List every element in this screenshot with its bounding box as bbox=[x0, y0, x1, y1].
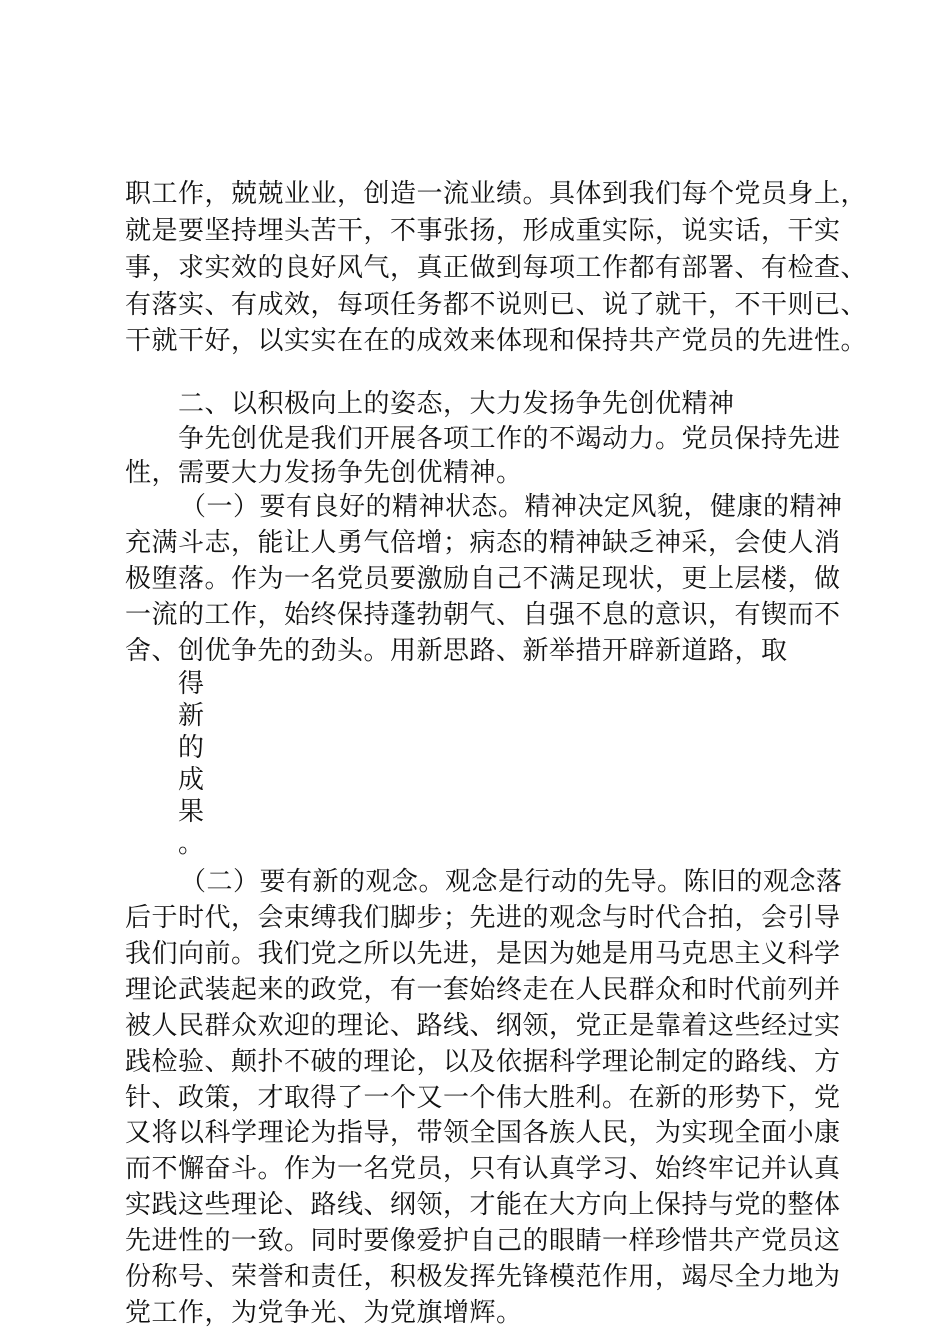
paragraph-4-line-12: 份称号、荣誉和责任，积极发挥先锋模范作用，竭尽全力地为 bbox=[125, 1262, 841, 1292]
paragraph-4-line-8: 又将以科学理论为指导，带领全国各族人民，为实现全面小康 bbox=[125, 1118, 841, 1148]
vertical-char: 。 bbox=[178, 829, 205, 859]
paragraph-1-line-2: 就是要坚持埋头苦干，不事张扬，形成重实际，说实话，干实 bbox=[125, 216, 841, 246]
paragraph-2-line-1: 争先创优是我们开展各项工作的不竭动力。党员保持先进 bbox=[178, 424, 841, 454]
paragraph-3-line-4: 一流的工作，始终保持蓬勃朝气、自强不息的意识，有锲而不 bbox=[125, 600, 841, 630]
vertical-char: 新 bbox=[178, 701, 205, 731]
paragraph-3-line-1: （一）要有良好的精神状态。精神决定风貌，健康的精神 bbox=[180, 492, 843, 522]
vertical-char: 的 bbox=[178, 733, 205, 763]
paragraph-3-line-3: 极堕落。作为一名党员要激励自己不满足现状，更上层楼，做 bbox=[125, 564, 841, 594]
paragraph-4-line-5: 被人民群众欢迎的理论、路线、纲领，党正是靠着这些经过实 bbox=[125, 1011, 841, 1041]
paragraph-4-line-13: 党工作，为党争光、为党旗增辉。 bbox=[125, 1298, 523, 1328]
paragraph-4-line-4: 理论武装起来的政党，有一套始终走在人民群众和时代前列并 bbox=[125, 975, 841, 1005]
paragraph-1-line-3: 事，求实效的良好风气，真正做到每项工作都有部署、有检查、 bbox=[125, 253, 868, 283]
paragraph-4-line-3: 我们向前。我们党之所以先进，是因为她是用马克思主义科学 bbox=[125, 939, 841, 969]
paragraph-4-line-11: 先进性的一致。同时要像爱护自己的眼睛一样珍惜共产党员这 bbox=[125, 1226, 841, 1256]
paragraph-2-line-2: 性，需要大力发扬争先创优精神。 bbox=[125, 458, 523, 488]
paragraph-1-line-1: 职工作，兢兢业业，创造一流业绩。具体到我们每个党员身上， bbox=[125, 179, 868, 209]
paragraph-4-line-1: （二）要有新的观念。观念是行动的先导。陈旧的观念落 bbox=[180, 867, 843, 897]
paragraph-1-line-5: 干就干好，以实实在在的成效来体现和保持共产党员的先进性。 bbox=[125, 326, 868, 356]
paragraph-3-line-5: 舍、创优争先的劲头。用新思路、新举措开辟新道路，取 bbox=[125, 636, 788, 666]
paragraph-1-line-4: 有落实、有成效，每项任务都不说则已、说了就干，不干则已、 bbox=[125, 290, 868, 320]
paragraph-4-line-7: 针、政策，才取得了一个又一个伟大胜利。在新的形势下，党 bbox=[125, 1083, 841, 1113]
vertical-char: 得 bbox=[178, 669, 205, 699]
paragraph-4-line-6: 践检验、颠扑不破的理论，以及依据科学理论制定的路线、方 bbox=[125, 1047, 841, 1077]
section-heading: 二、以积极向上的姿态，大力发扬争先创优精神 bbox=[178, 389, 735, 419]
paragraph-3-line-2: 充满斗志，能让人勇气倍增；病态的精神缺乏神采，会使人消 bbox=[125, 528, 841, 558]
paragraph-4-line-10: 实践这些理论、路线、纲领，才能在大方向上保持与党的整体 bbox=[125, 1190, 841, 1220]
vertical-char: 成 bbox=[178, 765, 205, 795]
vertical-char: 果 bbox=[178, 797, 205, 827]
paragraph-4-line-9: 而不懈奋斗。作为一名党员，只有认真学习、始终牢记并认真 bbox=[125, 1154, 841, 1184]
paragraph-4-line-2: 后于时代，会束缚我们脚步；先进的观念与时代合拍，会引导 bbox=[125, 903, 841, 933]
